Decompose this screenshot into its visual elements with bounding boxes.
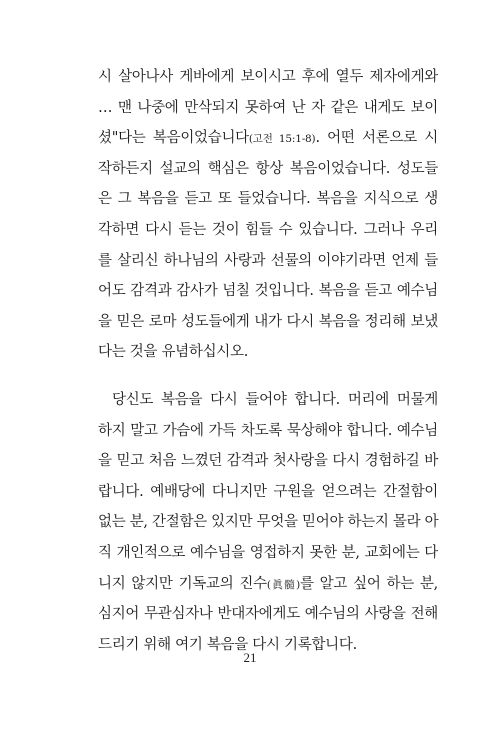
text-line: 을 믿은 로마 성도들에게 내가 다시 복음을 정리해 보냈 (98, 313, 438, 330)
paragraph-2 (98, 385, 438, 660)
text-span: 셨"다는 복음이었습니다 (98, 130, 249, 147)
text-line: 을 믿고 처음 느꼈던 감격과 첫사랑을 다시 경험하길 바 (98, 453, 438, 470)
page-body (98, 62, 438, 660)
paragraph-gap (98, 368, 438, 385)
scripture-reference: (고전 15:1-8) (248, 133, 316, 146)
text-line: 직 개인적으로 예수님을 영접하지 못한 분, 교회에는 다 (98, 544, 438, 561)
text-line: 은 그 복음을 듣고 또 들었습니다. 복음을 지식으로 생 (98, 191, 438, 208)
text-line: 작하든지 설교의 핵심은 항상 복음이었습니다. 성도들 (98, 160, 438, 177)
text-span: 를 알고 싶어 하는 분, (299, 575, 438, 592)
text-line: 각하면 다시 듣는 것이 힘들 수 있습니다. 그러나 우리 (98, 221, 438, 238)
page-number: 21 (243, 650, 257, 665)
text-line: 다는 것을 유념하십시오. (98, 344, 248, 361)
hanja-annotation: (眞髓) (266, 578, 300, 591)
text-line: … 맨 나중에 만삭되지 못하여 난 자 같은 내게도 보이 (98, 99, 438, 116)
text-line-with-reference (98, 123, 438, 154)
text-line: 랍니다. 예배당에 다니지만 구원을 얻으려는 간절함이 (98, 483, 438, 500)
text-line: 어도 감격과 감사가 넘칠 것입니다. 복음을 듣고 예수님 (98, 283, 438, 300)
text-line: 하지 말고 가슴에 가득 차도록 묵상해야 합니다. 예수님 (98, 422, 438, 439)
text-line: 드리기 위해 여기 복음을 다시 기록합니다. (98, 636, 357, 653)
text-span: . 어떤 서론으로 시 (315, 130, 438, 147)
text-line: 없는 분, 간절함은 있지만 무엇을 믿어야 하는지 몰라 아 (98, 514, 439, 531)
paragraph-1 (98, 62, 438, 368)
text-line: 를 살리신 하나님의 사랑과 선물의 이야기라면 언제 들 (98, 252, 438, 269)
text-line-with-hanja (98, 569, 438, 600)
text-span: 니지 않지만 기독교의 진수 (98, 575, 267, 592)
text-line: 시 살아나사 게바에게 보이시고 후에 열두 제자에게와 (98, 69, 438, 85)
text-line: 심지어 무관심자나 반대자에게도 예수님의 사랑을 전해 (98, 606, 438, 623)
text-line: 당신도 복음을 다시 들어야 합니다. 머리에 머물게 (112, 391, 438, 408)
